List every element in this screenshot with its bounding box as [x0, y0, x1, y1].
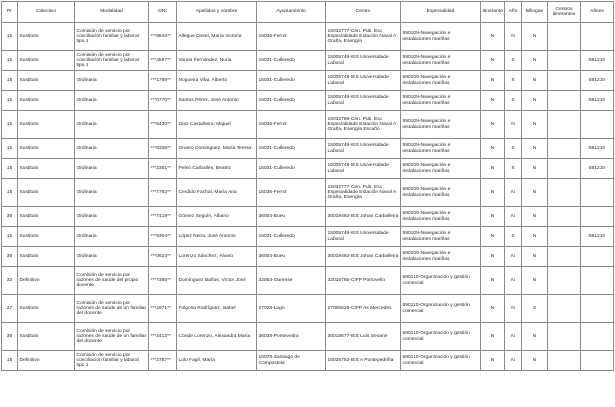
- cell-itinerante: N: [481, 71, 505, 91]
- header-especialidad: Especialidad: [401, 2, 481, 23]
- cell-centros-itinerantes: [548, 111, 581, 139]
- cell-centros-itinerantes: [548, 351, 581, 371]
- cell-bilingue: N: [522, 179, 548, 207]
- cell-afines: 591210: [581, 159, 614, 179]
- cell-colectivo: Sustituto: [18, 227, 75, 247]
- cell-bilingue: N: [522, 51, 548, 71]
- cell-pr: 15: [2, 139, 18, 159]
- cell-ayuntamiento: 15036-Ferrol: [257, 111, 326, 139]
- cell-centro: 15005749-IES Universidade Laboral: [326, 227, 401, 247]
- cell-afin: S: [505, 227, 522, 247]
- cell-modalidad: Ordinaria: [75, 247, 149, 267]
- cell-ayuntamiento: 15031-Culleredo: [257, 139, 326, 159]
- cell-afin: N: [505, 111, 522, 139]
- cell-dni: ***9304**: [149, 227, 177, 247]
- cell-itinerante: N: [481, 295, 505, 323]
- cell-nombre: Conde Lorenzo, Alexandra María: [177, 323, 257, 351]
- header-afines: Afines: [581, 2, 614, 23]
- cell-afin: N: [505, 295, 522, 323]
- cell-centros-itinerantes: [548, 179, 581, 207]
- header-itinerante: Itinerante: [481, 2, 505, 23]
- document-page: [1, 1, 614, 371]
- cell-afin: N: [505, 351, 522, 371]
- cell-especialidad: 590110-Organización y gestión comercial: [401, 267, 481, 295]
- cell-afin: N: [505, 267, 522, 295]
- cell-ayuntamiento: 36004-Bueu: [257, 207, 326, 227]
- cell-dni: ***8336**: [149, 139, 177, 159]
- cell-nombre: Gruero Domínguez, María Teresa: [177, 139, 257, 159]
- table-row: [2, 71, 614, 91]
- cell-centro: 36019463-IES Johan Carballeira: [326, 247, 401, 267]
- cell-bilingue: N: [522, 207, 548, 227]
- cell-afines: [581, 23, 614, 51]
- cell-modalidad: Ordinaria: [75, 179, 149, 207]
- cell-nombre: Lorenzo Sánchez, Álvaro: [177, 247, 257, 267]
- cell-afin: S: [505, 51, 522, 71]
- cell-ayuntamiento: 15078-Santiago de Compostela: [257, 351, 326, 371]
- cell-centro: 27006528-CIFP As Mercedes: [326, 295, 401, 323]
- cell-nombre: Gómez Seguín, Albano: [177, 207, 257, 227]
- cell-centro: 15005749-IES Universidade Laboral: [326, 51, 401, 71]
- cell-especialidad: 590109-Navegación e instalaciones mariñas: [401, 23, 481, 51]
- cell-colectivo: Definitivo: [18, 351, 75, 371]
- cell-bilingue: N: [522, 159, 548, 179]
- cell-dni: ***7419**: [149, 207, 177, 227]
- cell-ayuntamiento: 15031-Culleredo: [257, 159, 326, 179]
- cell-especialidad: 590109-Navegación e instalaciones mariñas: [401, 247, 481, 267]
- cell-itinerante: N: [481, 91, 505, 111]
- cell-nombre: Pelnó Carballés, Beatriz: [177, 159, 257, 179]
- cell-centro: 36018677-IES Luís Seoane: [326, 323, 401, 351]
- header-afin: Afín: [505, 2, 522, 23]
- cell-afin: N: [505, 247, 522, 267]
- cell-pr: 15: [2, 51, 18, 71]
- cell-especialidad: 590109-Navegación e instalaciones mariñas: [401, 139, 481, 159]
- cell-afin: N: [505, 179, 522, 207]
- cell-centro: 32016765-CIFP Portovello: [326, 267, 401, 295]
- table-row: [2, 51, 614, 71]
- table-row: [2, 247, 614, 267]
- cell-centro: 15005749-IES Universidade Laboral: [326, 91, 401, 111]
- cell-especialidad: 590110-Organización y gestión comercial: [401, 295, 481, 323]
- cell-nombre: Nogueira Vilar, Alberto: [177, 71, 257, 91]
- cell-ayuntamiento: 15031-Culleredo: [257, 91, 326, 111]
- cell-afin: S: [505, 71, 522, 91]
- cell-itinerante: N: [481, 351, 505, 371]
- cell-afines: 591210: [581, 227, 614, 247]
- cell-centros-itinerantes: [548, 323, 581, 351]
- cell-dni: ***4587**: [149, 51, 177, 71]
- assignments-table: [1, 1, 614, 371]
- cell-itinerante: N: [481, 139, 505, 159]
- cell-colectivo: Sustituto: [18, 295, 75, 323]
- cell-nombre: Díaz Castañeira, Miguel: [177, 111, 257, 139]
- cell-itinerante: N: [481, 111, 505, 139]
- cell-nombre: Allegue Ossel, María Victoria: [177, 23, 257, 51]
- cell-centro: 15005749-IES Universidade Laboral: [326, 139, 401, 159]
- cell-bilingue: N: [522, 227, 548, 247]
- cell-modalidad: Ordinaria: [75, 111, 149, 139]
- cell-modalidad: Comisión de servicio por razones de saúde de un familiar del docente: [75, 323, 149, 351]
- cell-dni: ***7792**: [149, 179, 177, 207]
- cell-colectivo: Sustituto: [18, 247, 75, 267]
- cell-centro: 15026753-IES A Pontepedriña: [326, 351, 401, 371]
- cell-itinerante: N: [481, 179, 505, 207]
- cell-pr: 15: [2, 111, 18, 139]
- cell-nombre: Folgosa Rodríguez, Isabel: [177, 295, 257, 323]
- cell-ayuntamiento: 15031-Culleredo: [257, 71, 326, 91]
- cell-itinerante: N: [481, 51, 505, 71]
- cell-afines: [581, 207, 614, 227]
- cell-ayuntamiento: 27028-Lugo: [257, 295, 326, 323]
- header-colectivo: Colectivo: [18, 2, 75, 23]
- header-row: [2, 2, 614, 23]
- cell-especialidad: 590109-Navegación e instalaciones mariñas: [401, 91, 481, 111]
- cell-colectivo: Sustituto: [18, 91, 75, 111]
- cell-bilingue: S: [522, 295, 548, 323]
- cell-centros-itinerantes: [548, 267, 581, 295]
- cell-afines: [581, 247, 614, 267]
- cell-afin: S: [505, 91, 522, 111]
- cell-centro: 15005749-IES Universidade Laboral: [326, 159, 401, 179]
- table-row: [2, 323, 614, 351]
- cell-dni: ***2351**: [149, 159, 177, 179]
- cell-ayuntamiento: 15031-Culleredo: [257, 51, 326, 71]
- table-row: [2, 91, 614, 111]
- cell-ayuntamiento: 36004-Bueu: [257, 247, 326, 267]
- cell-dni: ***2412**: [149, 323, 177, 351]
- cell-centros-itinerantes: [548, 227, 581, 247]
- cell-bilingue: N: [522, 91, 548, 111]
- cell-bilingue: N: [522, 139, 548, 159]
- cell-dni: ***7365**: [149, 267, 177, 295]
- cell-especialidad: 590109-Navegación e instalaciones mariñas: [401, 159, 481, 179]
- cell-centros-itinerantes: [548, 23, 581, 51]
- cell-modalidad: Comisión de servicio por conciliación familiar y laboral tipo 1: [75, 23, 149, 51]
- cell-bilingue: N: [522, 111, 548, 139]
- cell-itinerante: N: [481, 159, 505, 179]
- cell-pr: 15: [2, 227, 18, 247]
- cell-colectivo: Sustituto: [18, 159, 75, 179]
- header-bilingue: Bilingüe: [522, 2, 548, 23]
- cell-afin: N: [505, 323, 522, 351]
- cell-pr: 15: [2, 71, 18, 91]
- table-row: [2, 295, 614, 323]
- cell-afines: [581, 351, 614, 371]
- cell-centros-itinerantes: [548, 139, 581, 159]
- cell-centro: 15032777-Cen. Pub. Esc Especialidade Estación Naval A Graña, Esengra: [326, 179, 401, 207]
- cell-itinerante: N: [481, 207, 505, 227]
- cell-pr: 15: [2, 179, 18, 207]
- header-apellidos-nombre: Apellidos y nombre: [177, 2, 257, 23]
- cell-dni: ***2971**: [149, 295, 177, 323]
- header-centros-itinerantes: Centros itinerantes: [548, 2, 581, 23]
- cell-centros-itinerantes: [548, 295, 581, 323]
- cell-modalidad: Comisión de servicio por razones de saúde de un familiar del docente: [75, 295, 149, 323]
- cell-nombre: López Neira, José Antonio: [177, 227, 257, 247]
- cell-modalidad: Comisión de servicio por conciliación familiar y laboral tipo 1: [75, 51, 149, 71]
- cell-dni: ***8643**: [149, 23, 177, 51]
- cell-nombre: Cerdido Fachal, María Ana: [177, 179, 257, 207]
- table-row: [2, 179, 614, 207]
- table-row: [2, 159, 614, 179]
- cell-especialidad: 590110-Organización y gestión comercial: [401, 351, 481, 371]
- cell-pr: 36: [2, 247, 18, 267]
- cell-afines: 591210: [581, 91, 614, 111]
- cell-modalidad: Ordinaria: [75, 207, 149, 227]
- table-row: [2, 139, 614, 159]
- cell-bilingue: N: [522, 323, 548, 351]
- header-ayuntamiento: Ayuntamiento: [257, 2, 326, 23]
- table-row: [2, 111, 614, 139]
- cell-pr: 15: [2, 23, 18, 51]
- cell-pr: 27: [2, 295, 18, 323]
- cell-nombre: Varela Fernández, Nuria: [177, 51, 257, 71]
- cell-colectivo: Sustituto: [18, 207, 75, 227]
- cell-dni: ***1789**: [149, 71, 177, 91]
- cell-modalidad: Ordinaria: [75, 71, 149, 91]
- cell-bilingue: N: [522, 23, 548, 51]
- header-dni: DNI: [149, 2, 177, 23]
- cell-afines: 591210: [581, 71, 614, 91]
- cell-modalidad: Ordinaria: [75, 227, 149, 247]
- table-row: [2, 227, 614, 247]
- cell-modalidad: Comisión de servicio por conciliación familiar y laboral tipo 1: [75, 351, 149, 371]
- cell-itinerante: N: [481, 23, 505, 51]
- cell-especialidad: 590109-Navegación e instalaciones mariñas: [401, 227, 481, 247]
- cell-afines: 591210: [581, 51, 614, 71]
- cell-dni: ***0770**: [149, 91, 177, 111]
- cell-afin: S: [505, 139, 522, 159]
- header-centro: Centro: [326, 2, 401, 23]
- cell-afines: [581, 267, 614, 295]
- cell-colectivo: Sustituto: [18, 179, 75, 207]
- cell-centro: 36019463-IES Johan Carballeira: [326, 207, 401, 227]
- cell-colectivo: Sustituto: [18, 23, 75, 51]
- cell-afin: S: [505, 159, 522, 179]
- cell-itinerante: N: [481, 323, 505, 351]
- cell-afin: N: [505, 23, 522, 51]
- cell-ayuntamiento: 15031-Culleredo: [257, 227, 326, 247]
- cell-pr: 15: [2, 91, 18, 111]
- cell-especialidad: 590110-Organización y gestión comercial: [401, 323, 481, 351]
- cell-nombre: Santos Pérez, José Antonio: [177, 91, 257, 111]
- cell-pr: 36: [2, 207, 18, 227]
- cell-afines: [581, 179, 614, 207]
- cell-especialidad: 590109-Navegación e instalaciones mariñas: [401, 71, 481, 91]
- cell-itinerante: N: [481, 227, 505, 247]
- cell-colectivo: Sustituto: [18, 111, 75, 139]
- table-row: [2, 207, 614, 227]
- cell-especialidad: 590109-Navegación e instalaciones mariñas: [401, 51, 481, 71]
- cell-itinerante: N: [481, 267, 505, 295]
- cell-colectivo: Sustituto: [18, 71, 75, 91]
- cell-centro: 15005749-IES Universidade Laboral: [326, 71, 401, 91]
- cell-ayuntamiento: 36038-Pontevedra: [257, 323, 326, 351]
- cell-centros-itinerantes: [548, 207, 581, 227]
- cell-pr: 15: [2, 351, 18, 371]
- cell-afines: [581, 295, 614, 323]
- cell-nombre: Domínguez Baños, Víctor José: [177, 267, 257, 295]
- cell-bilingue: N: [522, 247, 548, 267]
- cell-colectivo: Sustituto: [18, 51, 75, 71]
- cell-afines: 591210: [581, 139, 614, 159]
- cell-dni: ***2787**: [149, 351, 177, 371]
- cell-modalidad: Ordinaria: [75, 159, 149, 179]
- cell-pr: 15: [2, 159, 18, 179]
- cell-centros-itinerantes: [548, 247, 581, 267]
- cell-modalidad: Comisión de servicio por razones de saúde del propio docente: [75, 267, 149, 295]
- cell-bilingue: N: [522, 267, 548, 295]
- cell-dni: ***0624**: [149, 247, 177, 267]
- cell-bilingue: N: [522, 71, 548, 91]
- table-row: [2, 267, 614, 295]
- table-body: [2, 23, 614, 371]
- cell-afines: [581, 323, 614, 351]
- cell-ayuntamiento: 15036-Ferrol: [257, 23, 326, 51]
- header-pr: Pr: [2, 2, 18, 23]
- cell-modalidad: Ordinaria: [75, 139, 149, 159]
- cell-bilingue: N: [522, 351, 548, 371]
- cell-afines: [581, 111, 614, 139]
- cell-ayuntamiento: 32054-Ourense: [257, 267, 326, 295]
- cell-dni: ***6430**: [149, 111, 177, 139]
- cell-centros-itinerantes: [548, 91, 581, 111]
- cell-modalidad: Ordinaria: [75, 91, 149, 111]
- table-row: [2, 351, 614, 371]
- cell-centros-itinerantes: [548, 159, 581, 179]
- cell-itinerante: N: [481, 247, 505, 267]
- cell-pr: 36: [2, 323, 18, 351]
- cell-centros-itinerantes: [548, 51, 581, 71]
- cell-centro: 15032777-Cen. Pub. Esc Especialidade Estación Naval A Graña, Esengra: [326, 23, 401, 51]
- cell-especialidad: 590109-Navegación e instalaciones mariñas: [401, 179, 481, 207]
- header-modalidad: Modalidad: [75, 2, 149, 23]
- cell-especialidad: 590109-Navegación e instalaciones mariñas: [401, 207, 481, 227]
- cell-afin: N: [505, 207, 522, 227]
- cell-especialidad: 590109-Navegación e instalaciones mariñas: [401, 111, 481, 139]
- cell-ayuntamiento: 15036-Ferrol: [257, 179, 326, 207]
- cell-nombre: Lolo Fagil, María: [177, 351, 257, 371]
- cell-centros-itinerantes: [548, 71, 581, 91]
- cell-colectivo: Sustituto: [18, 139, 75, 159]
- cell-pr: 32: [2, 267, 18, 295]
- table-row: [2, 23, 614, 51]
- cell-colectivo: Definitivo: [18, 267, 75, 295]
- cell-centro: 15032789-Cen. Pub. Esc Especialidade Estación Naval A Graña, Esengra Escaño: [326, 111, 401, 139]
- cell-colectivo: Sustituto: [18, 323, 75, 351]
